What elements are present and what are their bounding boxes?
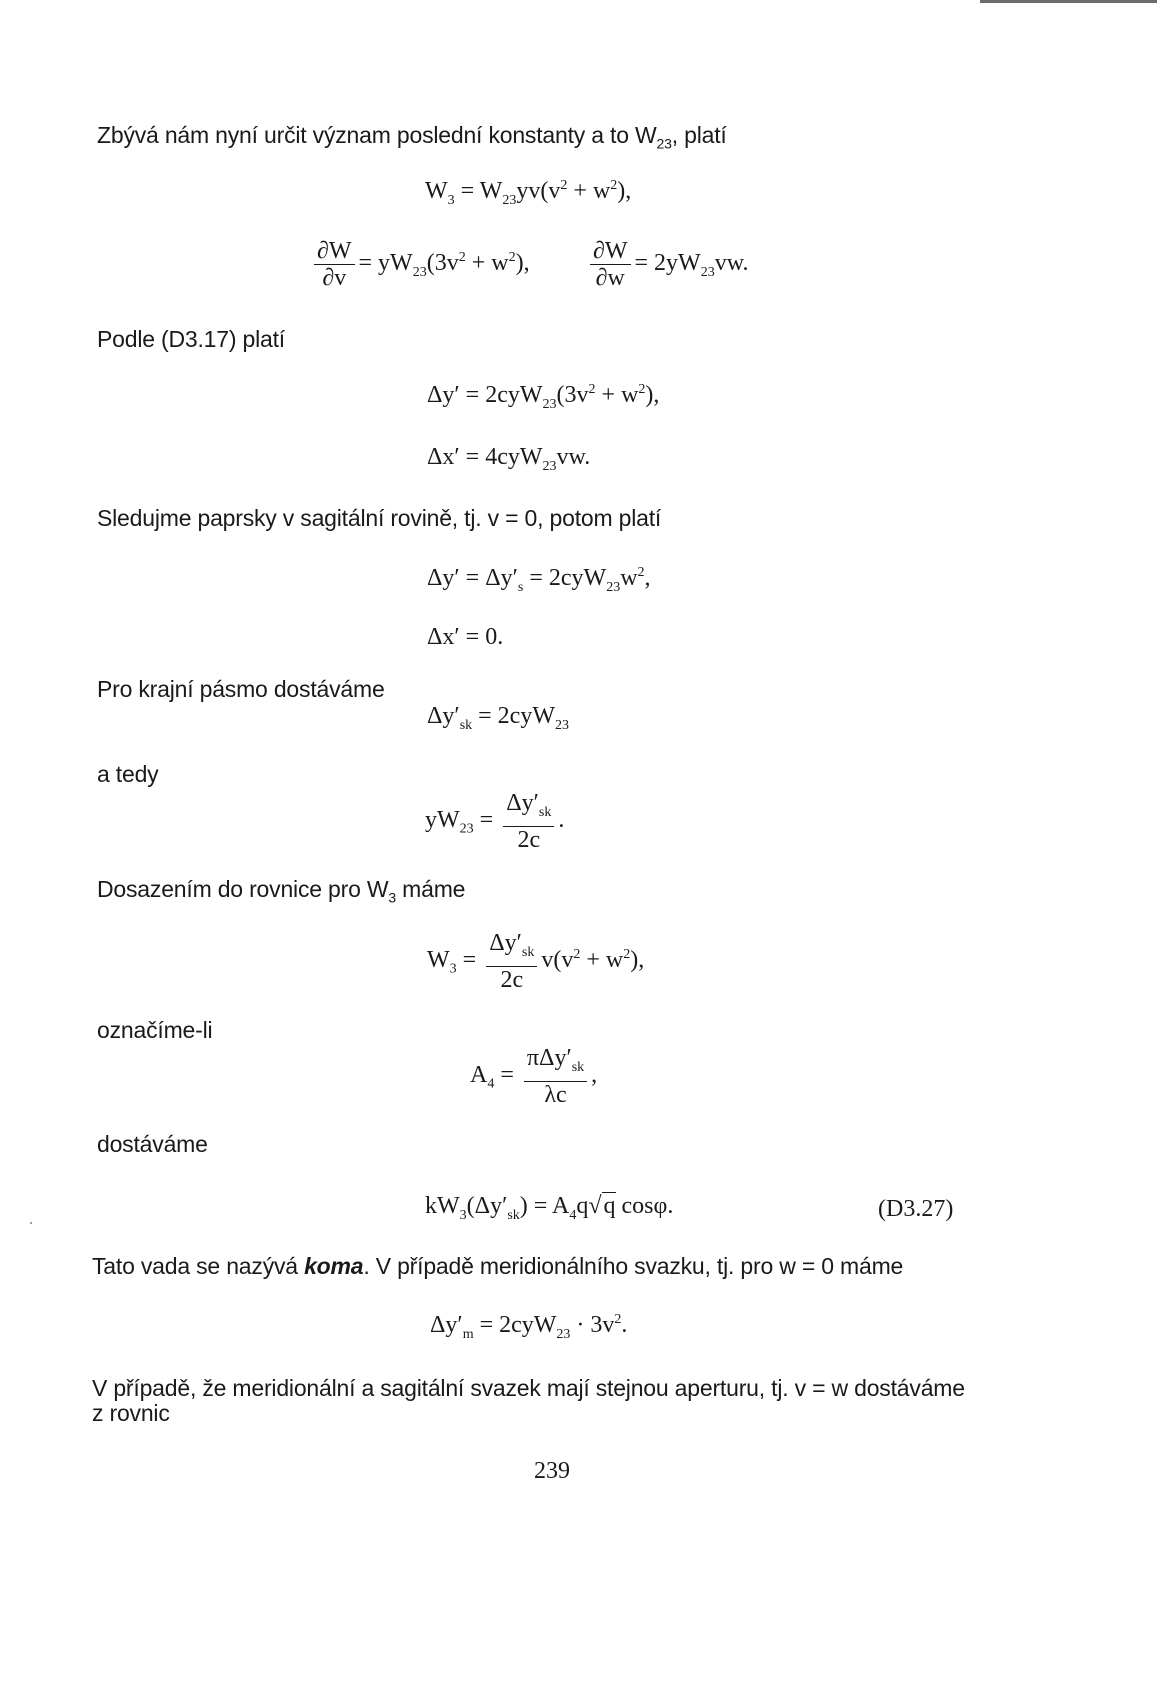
equation-w3-substituted: $W_3$ = $\frac{\Delta y'_{sk}}{2c}$ $v(v^2 + w^2)$,	[427, 930, 645, 993]
equation-dw-dv: $\frac{\partial W}{\partial v}$ = $yW_{23}(3v^2 + w^2)$,	[310, 238, 530, 291]
equation-label: (D3.27)	[878, 1196, 954, 1222]
paragraph-dosazenim: Dosazením do rovnice pro $W_3$ máme	[97, 876, 466, 906]
equation-dw-dw: $\frac{\partial W}{\partial w}$ = $2yW_{23}vw$.	[586, 238, 748, 291]
paragraph-krajni: Pro krajní pásmo dostáváme	[97, 676, 385, 702]
equation-dy-m: $\Delta y'_m = 2cyW_{23} \cdot 3v^2$.	[430, 1312, 628, 1342]
equation-dy: $\Delta y' = 2cyW_{23}(3v^2 + w^2)$,	[427, 382, 660, 412]
paragraph-dostavame: dostáváme	[97, 1131, 208, 1157]
scan-speck	[30, 1222, 32, 1224]
equation-dx-zero: Δx′ = 0.	[427, 624, 504, 650]
equation-koma: $kW_3(\Delta y'_{sk}) = A_4q√q$ cosφ.	[425, 1193, 674, 1223]
paragraph-a-tedy: a tedy	[97, 761, 159, 787]
paragraph-oznacime: označíme-li	[97, 1017, 213, 1043]
top-rule	[980, 0, 1157, 3]
paragraph-sagittal: Sledujme paprsky v sagitální rovině, tj. v = 0, potom platí	[97, 505, 662, 531]
equation-dx: Δx′ = 4cyW$_{23}$vw.	[427, 444, 591, 474]
paragraph-intro: Zbývá nám nyní určit význam poslední konstanty a to $W_{23}$, platí	[97, 122, 727, 152]
equation-dy-sk: $\Delta y'_{sk} = 2cyW_{23}$	[427, 703, 569, 733]
paragraph-apertura-line2: z rovnic	[92, 1400, 170, 1426]
page-number: 239	[534, 1458, 570, 1484]
paragraph-koma: Tato vada se nazývá koma. V případě meridionálního svazku, tj. pro w = 0 máme	[92, 1253, 904, 1279]
paragraph-apertura: V případě, že meridionální a sagitální svazek mají stejnou aperturu, tj. v = w dostáváme	[92, 1375, 965, 1401]
paragraph-podle: Podle (D3.17) platí	[97, 326, 285, 352]
equation-dy-s: $\Delta y' = \Delta y'_s = 2cyW_{23}w^2$,	[427, 565, 651, 595]
equation-yw23: $yW_{23}$ = $\frac{\Delta y'_{sk}}{2c}$ .	[425, 790, 565, 853]
equation-w3: $W_3 = W_{23}yv(v^2 + w^2)$,	[425, 178, 632, 208]
equation-a4: $A_4$ = $\frac{\pi\Delta y'_{sk}}{\lambda c}$ ,	[470, 1045, 598, 1108]
